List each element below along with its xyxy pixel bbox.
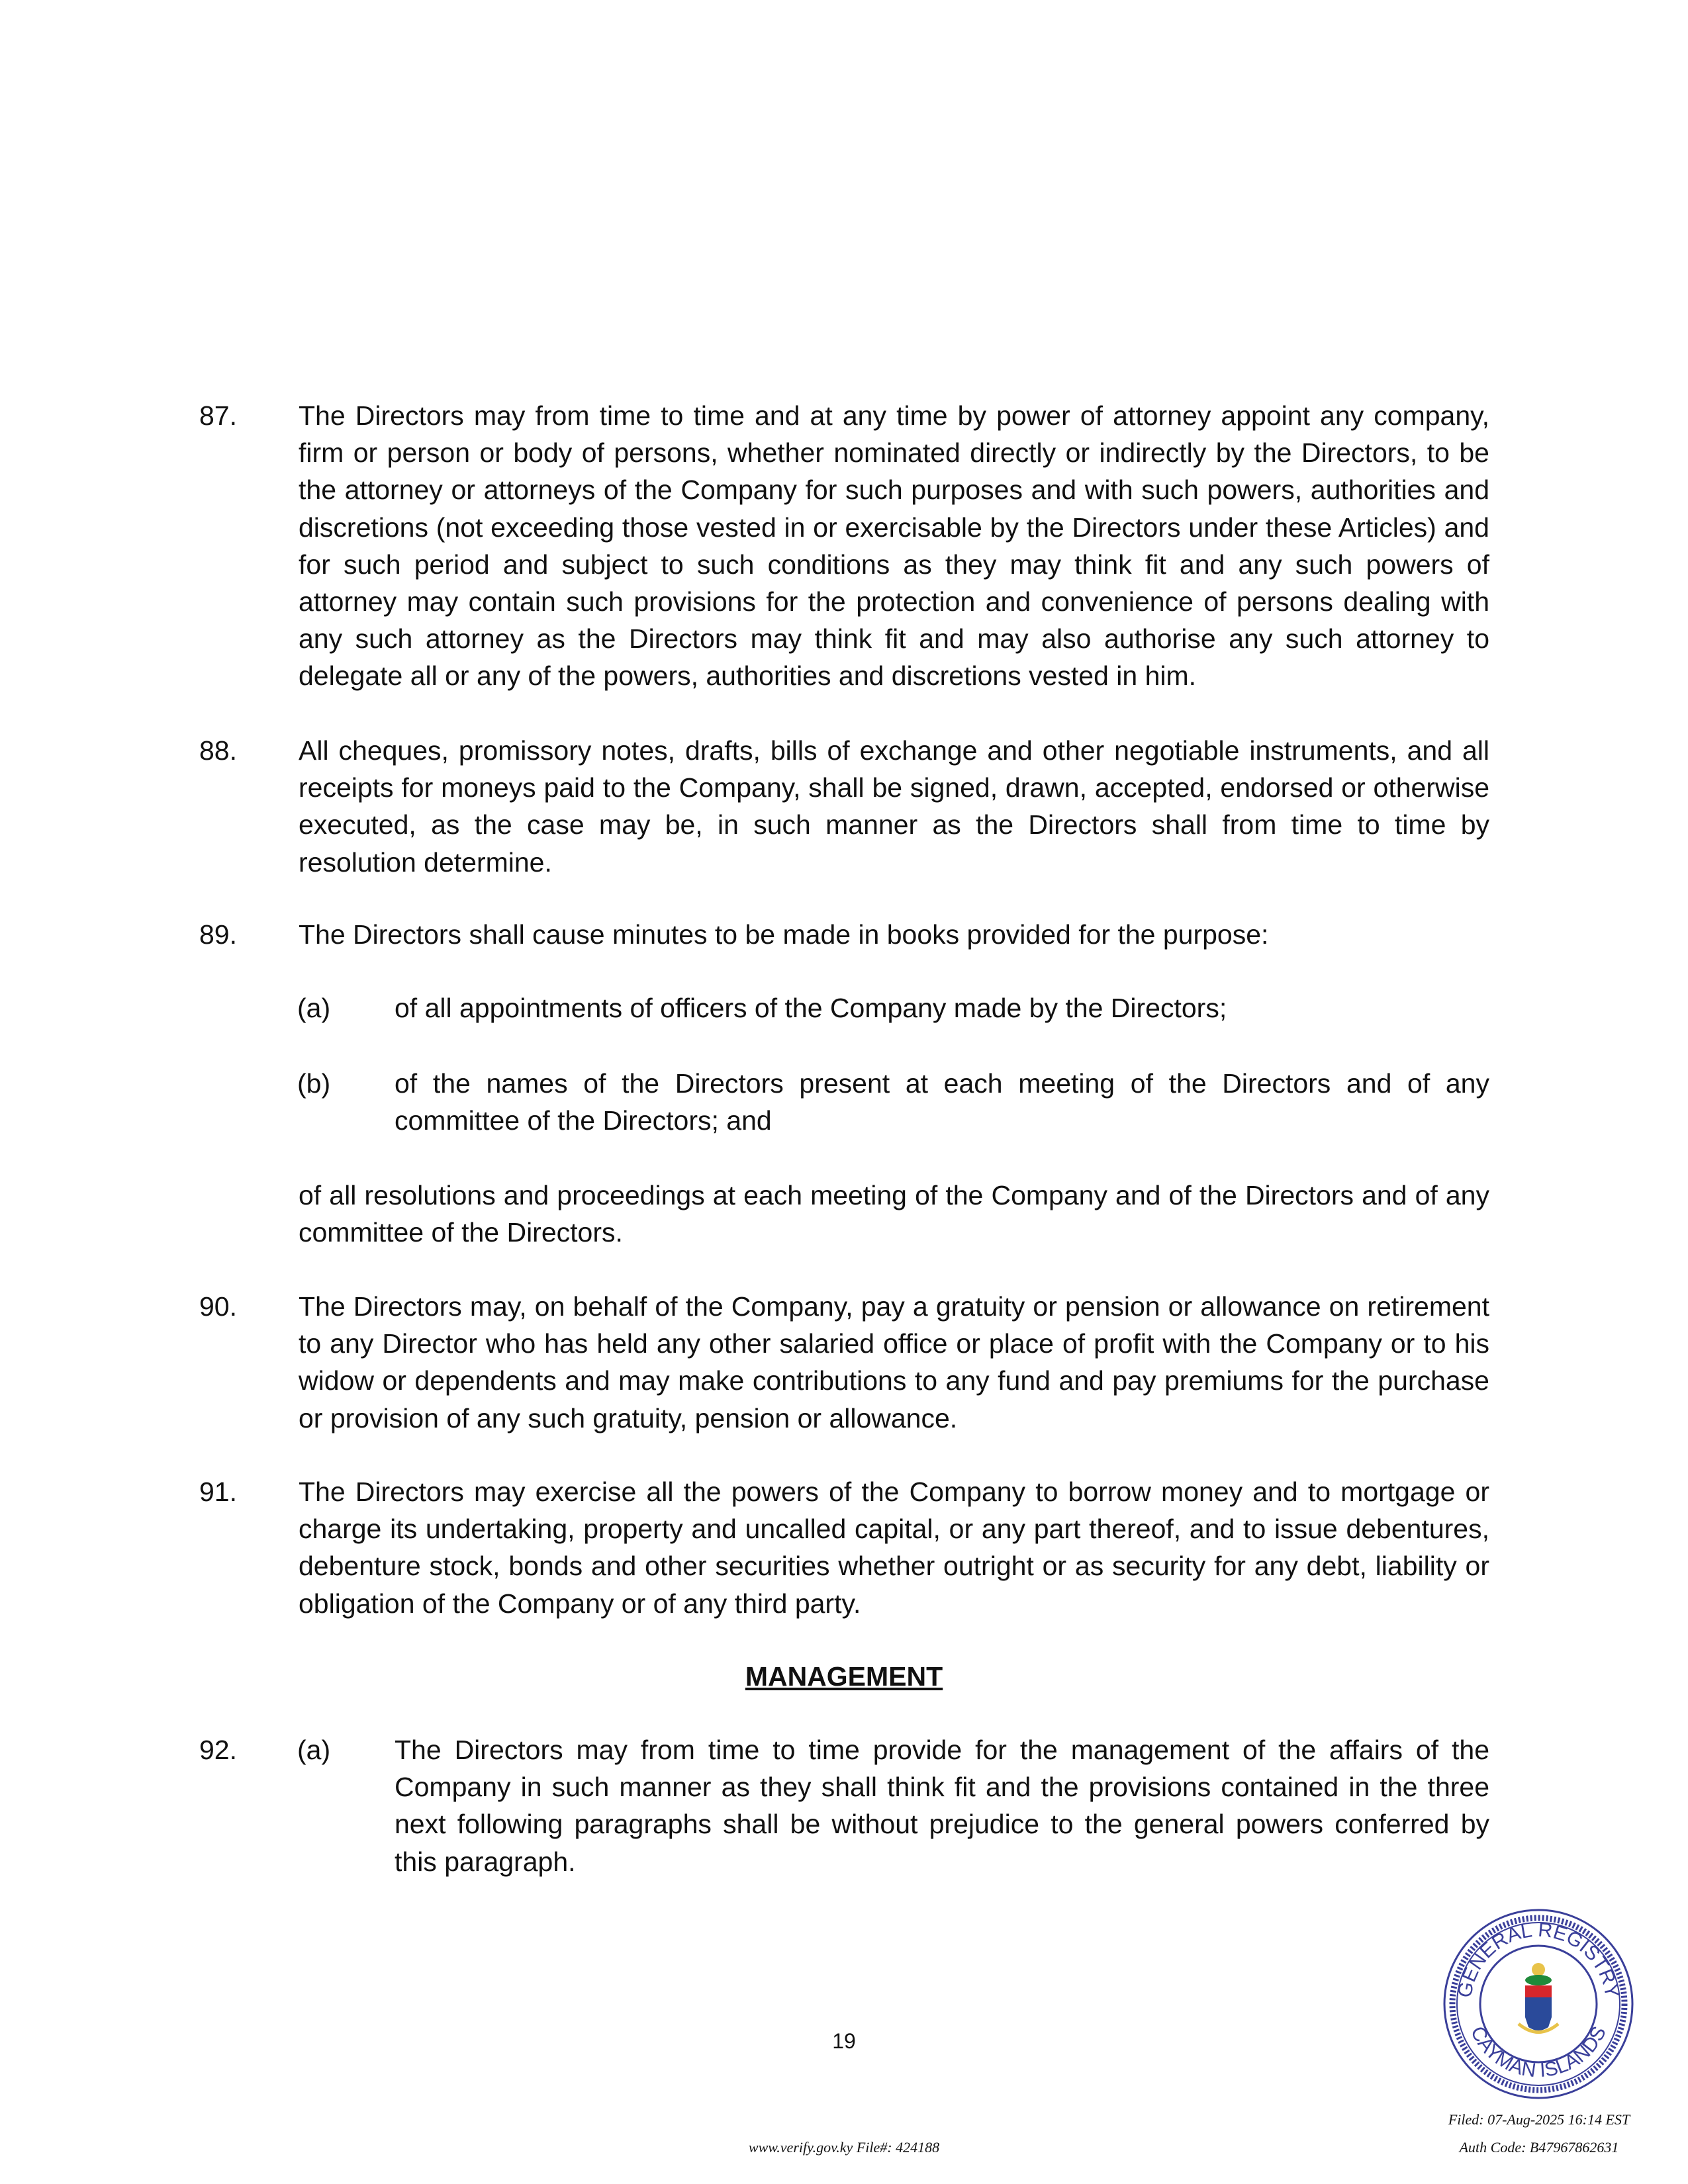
clause-number: 89. bbox=[199, 919, 237, 950]
subclause-label: (a) bbox=[297, 1735, 331, 1765]
svg-text:CAYMAN ISLANDS: CAYMAN ISLANDS bbox=[1466, 2023, 1611, 2082]
clause-text: All cheques, promissory notes, drafts, bills of exchange and other negotiable instruments, and all receipts for moneys paid to the Company, shall be signed, drawn, accepted, endorsed or otherwise executed, as the case may be, in such manner as the Directors shall from time to time by resolution determine. bbox=[299, 735, 1489, 878]
clause-text: The Directors shall cause minutes to be made in books provided for the purpose: bbox=[299, 919, 1269, 950]
page-number: 19 bbox=[832, 2029, 856, 2053]
filed-stamp: Filed: 07-Aug-2025 16:14 EST bbox=[1448, 2111, 1630, 2128]
subclause-text: of all appointments of officers of the Company made by the Directors; bbox=[395, 993, 1227, 1023]
clause-number: 92. bbox=[199, 1735, 237, 1765]
clause-text: The Directors may from time to time and at any time by power of attorney appoint any company, firm or person or body of persons, whether nominated directly or indirectly by the Directors, to be the attorney or attorneys of the Company for such purposes and with such powers, authorities and discretions (not exceeding those vested in or exercisable by the Directors under these Articles) and for such period and subject to such conditions as they may think fit and any such powers of attorney may contain such provisions for the protection and convenience of persons dealing with any such attorney as the Directors may think fit and may also authorise any such attorney to delegate all or any of the powers, authorities and discretions vested in him. bbox=[299, 400, 1489, 692]
auth-code: Auth Code: B47967862631 bbox=[1459, 2139, 1619, 2156]
clause-text: of all resolutions and proceedings at each meeting of the Company and of the Directors and of any committee of the Directors. bbox=[299, 1180, 1489, 1248]
svg-text:GENERAL REGISTRY: GENERAL REGISTRY bbox=[1454, 1919, 1623, 2000]
clause-number: 91. bbox=[199, 1477, 237, 1507]
subclause-label: (a) bbox=[297, 993, 331, 1023]
subclause-text: of the names of the Directors present at each meeting of the Directors and of any committee of the Directors; and bbox=[395, 1068, 1489, 1136]
clause-text: The Directors may, on behalf of the Company, pay a gratuity or pension or allowance on retirement to any Director who has held any other salaried office or place of profit with the Company or to his widow or dependents and may make contributions to any fund and pay premiums for the purchase or provision of any such gratuity, pension or allowance. bbox=[299, 1291, 1489, 1433]
clause-number: 90. bbox=[199, 1291, 237, 1322]
subclause-label: (b) bbox=[297, 1068, 331, 1099]
subclause-text: The Directors may from time to time provide for the management of the affairs of the Company in such manner as they shall think fit and the provisions contained in the three next following paragraphs shall be without prejudice to the general powers conferred by this paragraph. bbox=[395, 1735, 1489, 1877]
clause-number: 87. bbox=[199, 400, 237, 431]
coat-of-arms-icon bbox=[1519, 1963, 1558, 2032]
clause-number: 88. bbox=[199, 735, 237, 766]
verify-footer: www.verify.gov.ky File#: 424188 bbox=[748, 2139, 940, 2156]
clause-text: The Directors may exercise all the powers of the Company to borrow money and to mortgage or charge its undertaking, property and uncalled capital, or any part thereof, and to issue debentures, debenture stock, bonds and other securities whether outright or as security for any debt, liability or obligation of the Company or of any third party. bbox=[299, 1477, 1489, 1619]
general-registry-seal bbox=[1439, 1905, 1638, 2103]
section-heading: MANAGEMENT bbox=[745, 1661, 943, 1692]
